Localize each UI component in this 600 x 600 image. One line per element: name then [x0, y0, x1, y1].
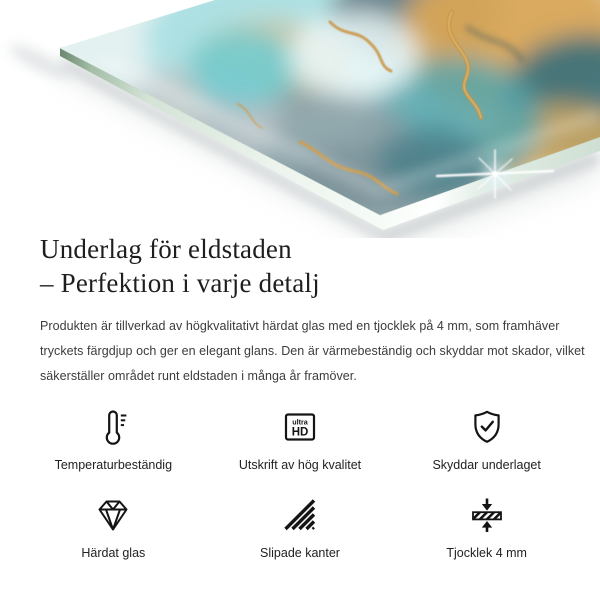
- ultra-hd-icon: [207, 407, 394, 447]
- title-line-2: – Perfektion i varje detalj: [40, 268, 320, 298]
- feature-item-thickness: [393, 495, 580, 561]
- thickness-4mm-icon: [393, 495, 580, 535]
- feature-item-temperature: [20, 407, 207, 473]
- shield-check-icon: [393, 407, 580, 447]
- feature-item-bevel: [207, 495, 394, 561]
- feature-label: Tjocklek 4 mm: [446, 546, 527, 560]
- page-title: [40, 232, 560, 300]
- glass-panel-illustration: [0, 0, 600, 238]
- feature-item-protects: [393, 407, 580, 473]
- feature-label: Utskrift av hög kvalitet: [238, 458, 362, 472]
- feature-label: Härdat glas: [81, 546, 146, 560]
- beveled-edges-icon: [207, 495, 394, 535]
- feature-label: Skyddar underlaget: [432, 458, 541, 472]
- feature-label: Temperaturbeständig: [54, 458, 173, 472]
- product-description: Produkten är tillverkad av högkvalitativt härdat glas med en tjocklek på 4 mm, som framhäver tryckets färgdjup och ger en elegant glans. Den är värmebeständig och skyddar mot skador, vilket säkerställer området runt eldstaden i många år framöver.: [40, 319, 585, 383]
- title-line-1: Underlag för eldstaden: [40, 234, 292, 264]
- svg-text:ultra: ultra: [292, 417, 308, 427]
- feature-item-tempered-glass: [20, 495, 207, 561]
- diamond-icon: [20, 495, 207, 535]
- feature-label: Slipade kanter: [260, 546, 340, 560]
- hero-product-image: [0, 0, 600, 238]
- feature-grid: [20, 407, 580, 561]
- thermometer-icon: [20, 407, 207, 447]
- svg-text:HD: HD: [291, 426, 309, 439]
- description-section: [0, 232, 600, 389]
- feature-item-print-quality: [207, 407, 394, 473]
